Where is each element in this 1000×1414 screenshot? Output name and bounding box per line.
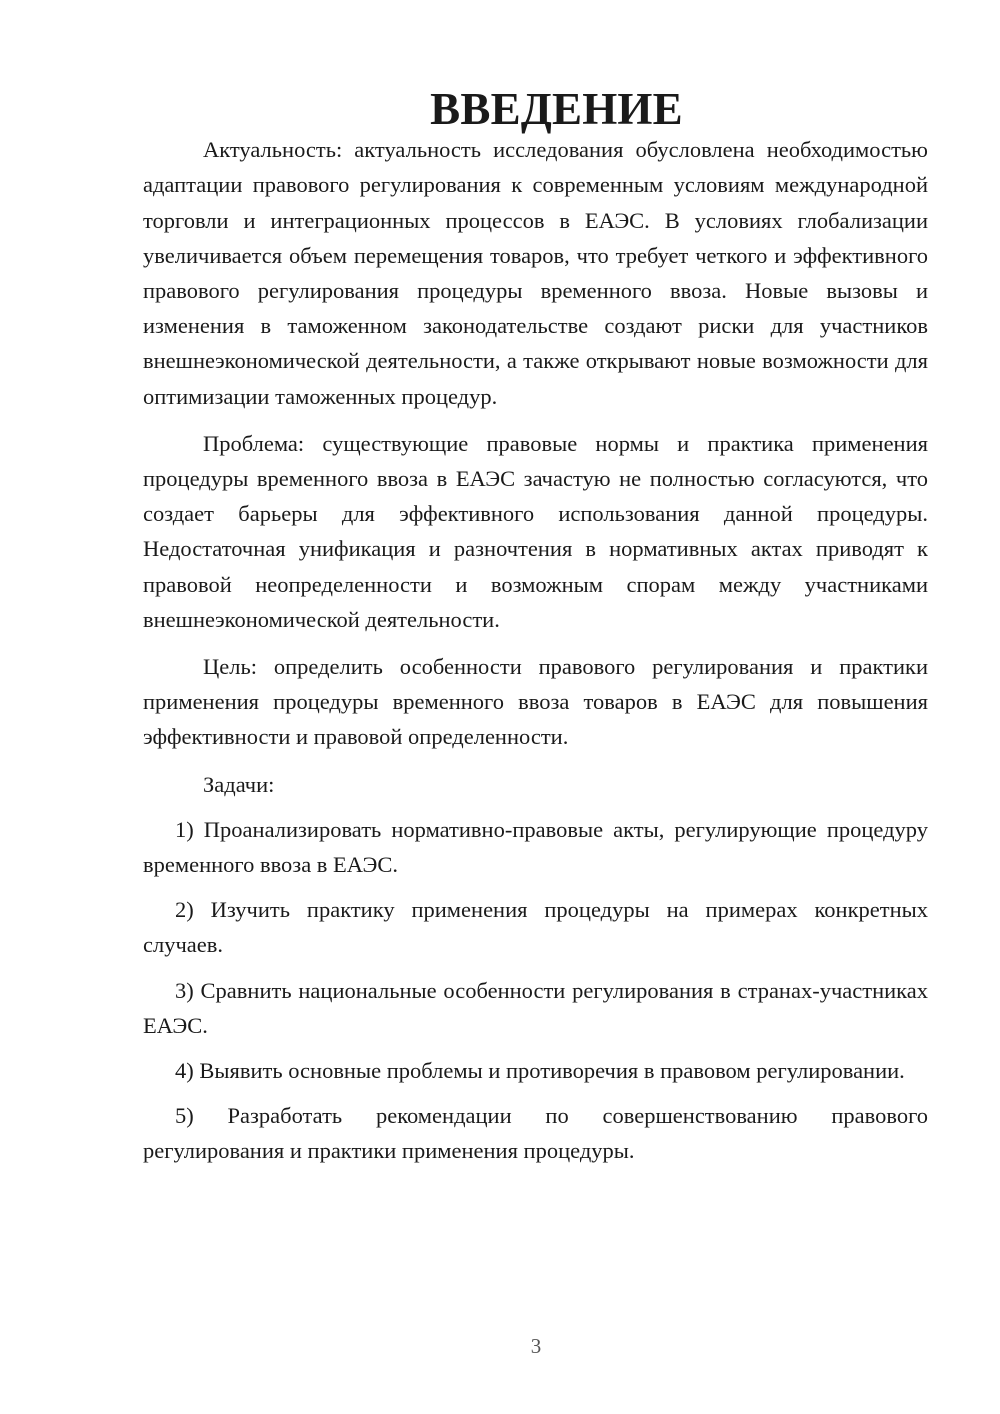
task-item-4: 4) Выявить основные проблемы и противоречия в правовом регулировании. [175, 1058, 905, 1084]
tasks-heading: Задачи: [203, 771, 275, 797]
task-item-2: 2) Изучить практику применения процедуры на примерах конкретных случаев. [143, 897, 928, 958]
paragraph-relevance: Актуальность: актуальность исследования обусловлена необходимостью адаптации правового регулирования к современным условиям международной торговли и интеграционных процессов в ЕАЭС. В условиях глобализации увеличивается объем перемещения товаров, что требует четкого и эффективного правового регулирования процедуры временного ввоза. Новые вызовы и изменения в таможенном законодательстве создают риски для участников внешнеэкономической деятельности, а также открывают новые возможности для оптимизации таможенных процедур. [143, 137, 928, 409]
page-title: ВВЕДЕНИЕ [430, 84, 683, 134]
page-content [143, 84, 928, 1169]
task-item-3: 3) Сравнить национальные особенности регулирования в странах-участниках ЕАЭС. [143, 977, 928, 1038]
task-item-5: 5) Разработать рекомендации по совершенствованию правового регулирования и практики применения процедуры. [143, 1103, 928, 1164]
paragraph-problem: Проблема: существующие правовые нормы и практика применения процедуры временного ввоза в ЕАЭС зачастую не полностью согласуются, что создает барьеры для эффективного использования данной процедуры. Недостаточная унификация и разночтения в нормативных актах приводят к правовой неопределенности и возможным спорам между участниками внешнеэкономической деятельности. [143, 430, 928, 632]
paragraph-goal: Цель: определить особенности правового регулирования и практики применения процедуры временного ввоза товаров в ЕАЭС для повышения эффективности и правовой определенности. [143, 654, 928, 750]
task-item-1: 1) Проанализировать нормативно-правовые акты, регулирующие процедуру временного ввоза в ЕАЭС. [143, 816, 928, 878]
page-number: 3 [530, 1334, 542, 1358]
